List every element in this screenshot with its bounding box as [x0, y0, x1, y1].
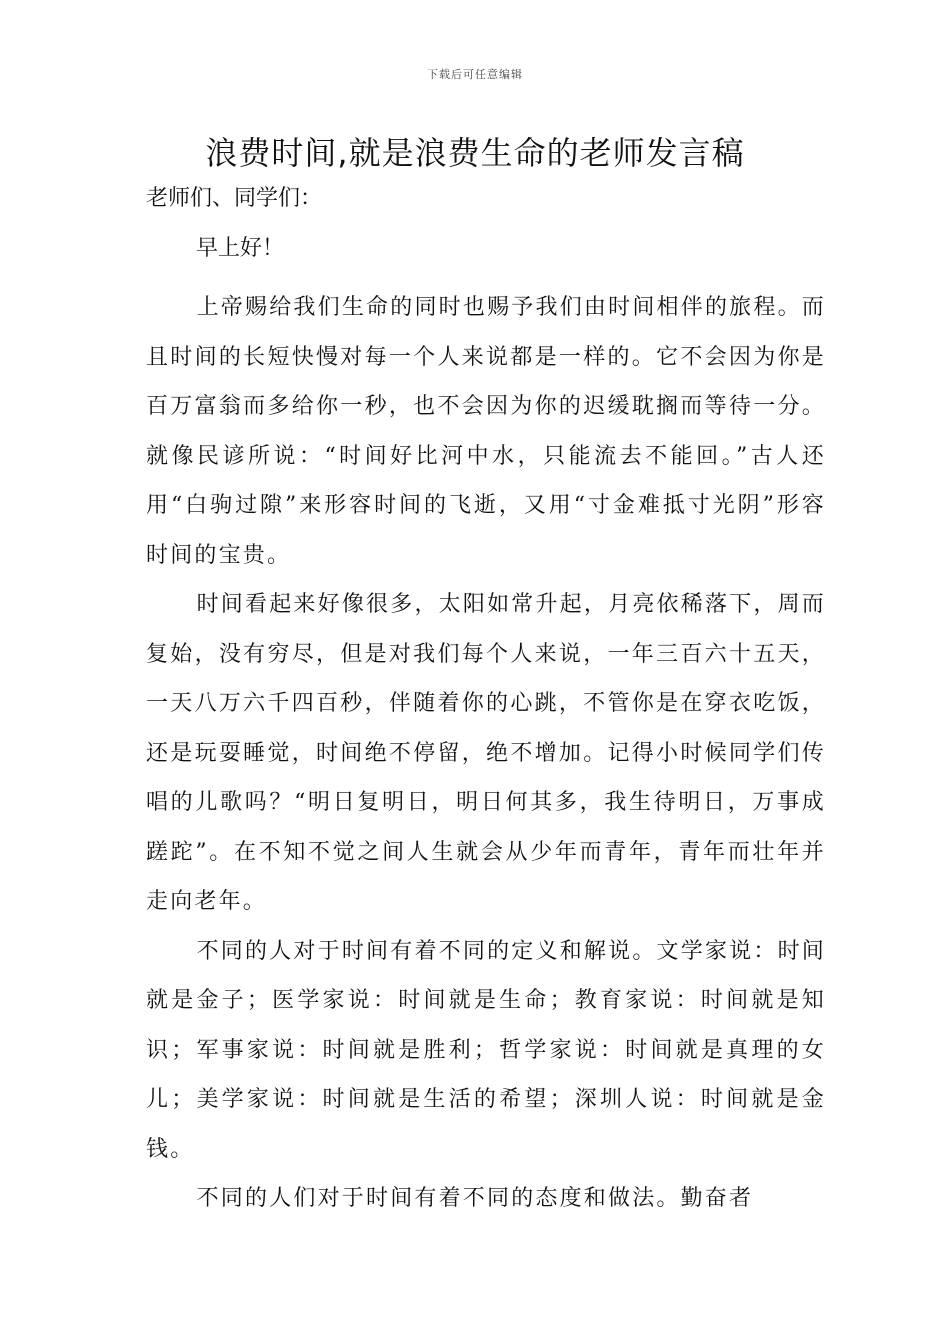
- salutation: 老师们、同学们：: [146, 186, 323, 211]
- page-header-note: 下载后可任意编辑: [427, 68, 523, 81]
- paragraph-4: 不同的人们对于时间有着不同的态度和做法。勤奋者: [196, 1186, 754, 1211]
- paragraph-2: 时间看起来好像很多，太阳如常升起，月亮依稀落下，周而复始，没有穷尽，但是对我们每个人来说，一年三百六十五天，一天八万六千四百秒，伴随着你的心跳，不管你是在穿衣吃饭，还是玩耍睡觉，时间绝不停留，绝不增加。记得小时候同学们传唱的儿歌吗？“明日复明日，明日何其多，我生待明日，万事成蹉跎”。在不知不觉之间人生就会从少年而青年，青年而壮年并走向老年。: [146, 592, 826, 914]
- greeting: 早上好！: [196, 236, 285, 261]
- document-body: [146, 283, 826, 1224]
- paragraph-1: 上帝赐给我们生命的同时也赐予我们由时间相伴的旅程。而且时间的长短快慢对每一个人来说都是一样的。它不会因为你是百万富翁而多给你一秒，也不会因为你的迟缓耽搁而等待一分。就像民谚所说：“时间好比河中水，只能流去不能回。”古人还用“白驹过隙”来形容时间的飞逝，又用“寸金难抵寸光阴”形容时间的宝贵。: [146, 295, 826, 568]
- document-title: 浪费时间,就是浪费生命的老师发言稿: [205, 134, 745, 172]
- paragraph-3: 不同的人对于时间有着不同的定义和解说。文学家说：时间就是金子；医学家说：时间就是生命；教育家说：时间就是知识；军事家说：时间就是胜利；哲学家说：时间就是真理的女儿；美学家说：时间就是生活的希望；深圳人说：时间就是金钱。: [146, 938, 826, 1162]
